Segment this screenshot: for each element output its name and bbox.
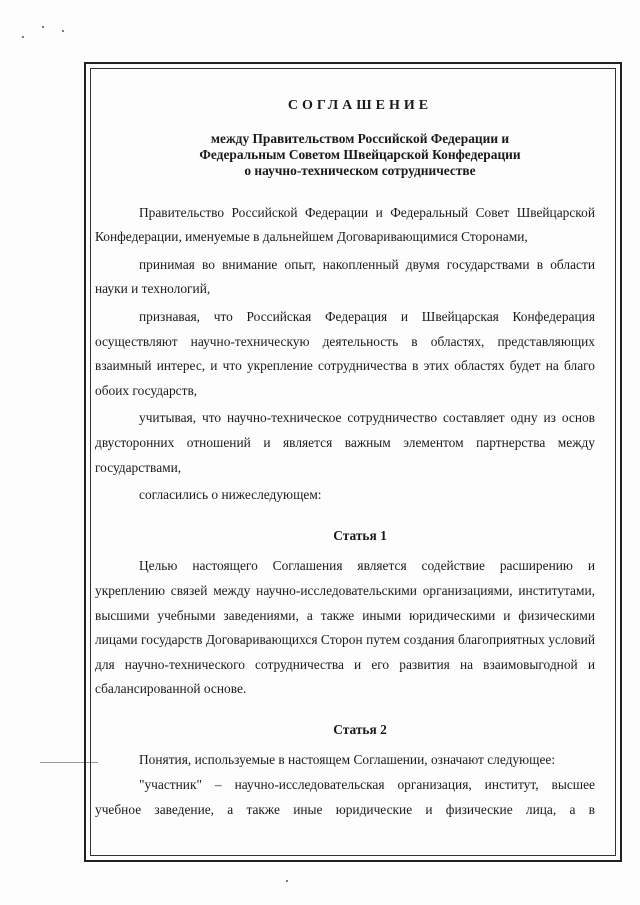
scan-speck (286, 880, 288, 882)
article-1-text: Целью настоящего Соглашения является содействие расширению и укреплению связей между научно-исследовательскими организациями, институтами, высшими учебными заведениями, а также иными юридическими и физическими лицами государств Договаривающихся Сторон путем создания благоприятных условий для научно-технического сотрудничества и его развития на взаимовыгодной и сбалансированной основе. (95, 558, 595, 697)
preamble-paragraph: согласились о нижеследующем: (139, 487, 322, 503)
preamble-paragraph: Правительство Российской Федерации и Федеральный Совет Швейцарской Конфедерации, именуемые в дальнейшем Договаривающимися Сторонами, (95, 204, 595, 245)
preamble-paragraph: учитывая, что научно-техническое сотрудничество составляет одну из основ двусторонних отношений и является важным элементом партнерства между государствами, (95, 410, 595, 475)
scan-speck (22, 36, 24, 38)
scan-speck (62, 30, 64, 32)
article-2-definition: "участник" – научно-исследовательская организация, институт, высшее учебное заведение, а также иные юридические и физические лица, а в (95, 777, 595, 817)
article-2-heading: Статья 2 (333, 721, 387, 737)
subtitle-line: между Правительством Российской Федерации и (210, 130, 510, 146)
subtitle-line: Федеральным Советом Швейцарской Конфедерации (199, 146, 521, 162)
preamble-paragraph: признавая, что Российская Федерация и Швейцарская Конфедерация осуществляют научно-техническую деятельность в областях, представляющих взаимный интерес, и что укрепление сотрудничества в этих областях будет на благо обоих государств, (95, 308, 595, 398)
document-body (95, 90, 595, 822)
document-title: СОГЛАШЕНИЕ (287, 98, 433, 113)
subtitle-line: о научно-техническом сотрудничестве (244, 162, 476, 178)
article-1-heading: Статья 1 (333, 527, 387, 543)
document-subtitle (95, 131, 595, 179)
preamble-paragraph: принимая во внимание опыт, накопленный двумя государствами в области науки и технологий, (95, 256, 595, 297)
scan-speck (42, 26, 44, 28)
article-2-intro: Понятия, используемые в настоящем Соглашении, означают следующее: (139, 752, 556, 768)
